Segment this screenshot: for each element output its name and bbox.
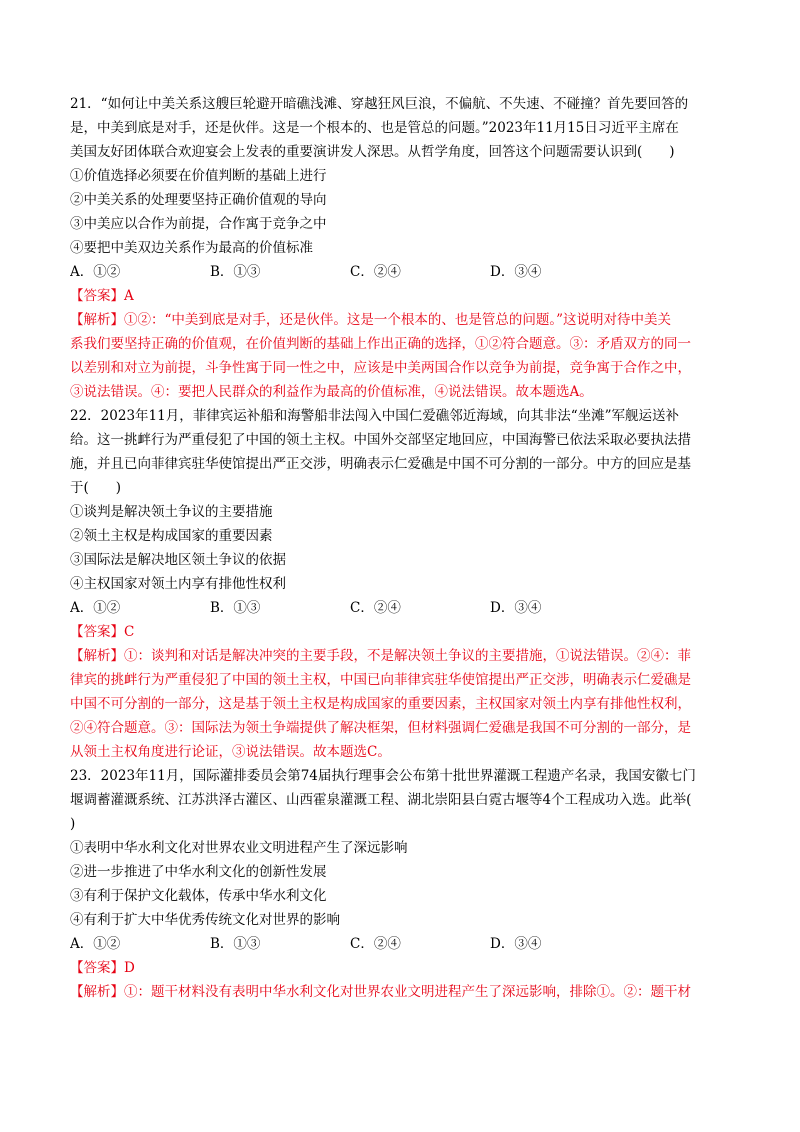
answer-options — [70, 596, 730, 620]
analysis-line: 【解析】①②：“中美到底是对手，还是伙伴。这是一个根本的、也是管总的问题。”这说明对待中美关 — [70, 312, 672, 328]
analysis-line: 中国不可分割的一部分，这是基于领土主权是构成国家的重要因素，主权国家对领土内享有排他性权利， — [70, 696, 691, 712]
question-stem-line: 施，并且已向菲律宾驻华使馆提出严正交涉，明确表示仁爱礁是中国不可分割的一部分。中方的回应是基 — [70, 456, 691, 472]
option-a: A．①② — [70, 264, 121, 280]
option-d: D．③④ — [490, 936, 542, 952]
option-b: B．①③ — [210, 600, 261, 616]
statement-item: ①价值选择必须要在价值判断的基础上进行 — [70, 168, 327, 184]
answer-label: 【答案】A — [70, 288, 134, 304]
analysis-line: 【解析】①：谈判和对话是解决冲突的主要手段，不是解决领土争议的主要措施，①说法错误。②④：菲 — [70, 648, 691, 664]
option-d: D．③④ — [490, 600, 542, 616]
answer-options — [70, 932, 730, 956]
question-stem-line: 22．2023年11月，菲律宾运补船和海警船非法闯入中国仁爱礁邻近海域，向其非法“坐滩”军舰运送补 — [70, 408, 680, 424]
question-stem-line: 给。这一挑衅行为严重侵犯了中国的领土主权。中国外交部坚定地回应，中国海警已依法采取必要执法措 — [70, 432, 691, 448]
option-c: C．②④ — [350, 936, 401, 952]
statement-item: ③有利于保护文化载体，传承中华水利文化 — [70, 888, 327, 904]
analysis-line: 从领土主权角度进行论证，③说法错误。故本题选C。 — [70, 744, 391, 760]
question-stem-line: ) — [70, 816, 76, 832]
question-23 — [70, 764, 730, 1004]
option-b: B．①③ — [210, 936, 261, 952]
analysis-line: 【解析】①：题干材料没有表明中华水利文化对世界农业文明进程产生了深远影响，排除①。②：题干材 — [70, 984, 691, 1000]
statement-item: ④要把中美双边关系作为最高的价值标准 — [70, 240, 313, 256]
statement-item: ④主权国家对领土内享有排他性权利 — [70, 576, 286, 592]
question-stem-line: 于( ) — [70, 480, 122, 496]
question-stem-line: 美国友好团体联合欢迎宴会上发表的重要演讲发人深思。从哲学角度，回答这个问题需要认识到( ) — [70, 144, 675, 160]
question-22 — [70, 404, 730, 764]
option-a: A．①② — [70, 600, 121, 616]
analysis-line: ③说法错误。④：要把人民群众的利益作为最高的价值标准，④说法错误。故本题选A。 — [70, 384, 593, 400]
question-stem-line: 堰调蓄灌溉系统、江苏洪泽古灌区、山西霍泉灌溉工程、湖北崇阳县白霓古堰等4个工程成功入选。此举( — [70, 792, 692, 808]
statement-item: ①谈判是解决领土争议的主要措施 — [70, 504, 273, 520]
statement-item: ①表明中华水利文化对世界农业文明进程产生了深远影响 — [70, 840, 408, 856]
option-a: A．①② — [70, 936, 121, 952]
answer-options — [70, 260, 730, 284]
statement-item: ④有利于扩大中华优秀传统文化对世界的影响 — [70, 912, 340, 928]
statement-item: ②进一步推进了中华水利文化的创新性发展 — [70, 864, 327, 880]
statement-item: ③中美应以合作为前提，合作寓于竞争之中 — [70, 216, 327, 232]
statement-item: ②领土主权是构成国家的重要因素 — [70, 528, 273, 544]
answer-label: 【答案】C — [70, 624, 135, 640]
answer-label: 【答案】D — [70, 960, 135, 976]
analysis-line: ②④符合题意。③：国际法为领土争端提供了解决框架，但材料强调仁爱礁是我国不可分割的一部分，是 — [70, 720, 691, 736]
question-stem-line: 23．2023年11月，国际灌排委员会第74届执行理事会公布第十批世界灌溉工程遗产名录，我国安徽七门 — [70, 768, 696, 784]
option-d: D．③④ — [490, 264, 542, 280]
document-page — [70, 92, 730, 1004]
analysis-line: 律宾的挑衅行为严重侵犯了中国的领土主权，中国已向菲律宾驻华使馆提出严正交涉，明确表示仁爱礁是 — [70, 672, 691, 688]
question-stem-line: 21．“如何让中美关系这艘巨轮避开暗礁浅滩、穿越狂风巨浪，不偏航、不失速、不碰撞？首先要回答的 — [70, 96, 689, 112]
analysis-line: 系我们要坚持正确的价值观，在价值判断的基础上作出正确的选择，①②符合题意。③：矛盾双方的同一 — [70, 336, 691, 352]
statement-item: ②中美关系的处理要坚持正确价值观的导向 — [70, 192, 327, 208]
option-c: C．②④ — [350, 600, 401, 616]
analysis-line: 以差别和对立为前提，斗争性寓于同一性之中，应该是中美两国合作以竞争为前提，竞争寓于合作之中， — [70, 360, 691, 376]
question-21 — [70, 92, 730, 404]
question-stem-line: 是，中美到底是对手，还是伙伴。这是一个根本的、也是管总的问题。”2023年11月15日习近平主席在 — [70, 120, 679, 136]
option-c: C．②④ — [350, 264, 401, 280]
statement-item: ③国际法是解决地区领土争议的依据 — [70, 552, 286, 568]
option-b: B．①③ — [210, 264, 261, 280]
